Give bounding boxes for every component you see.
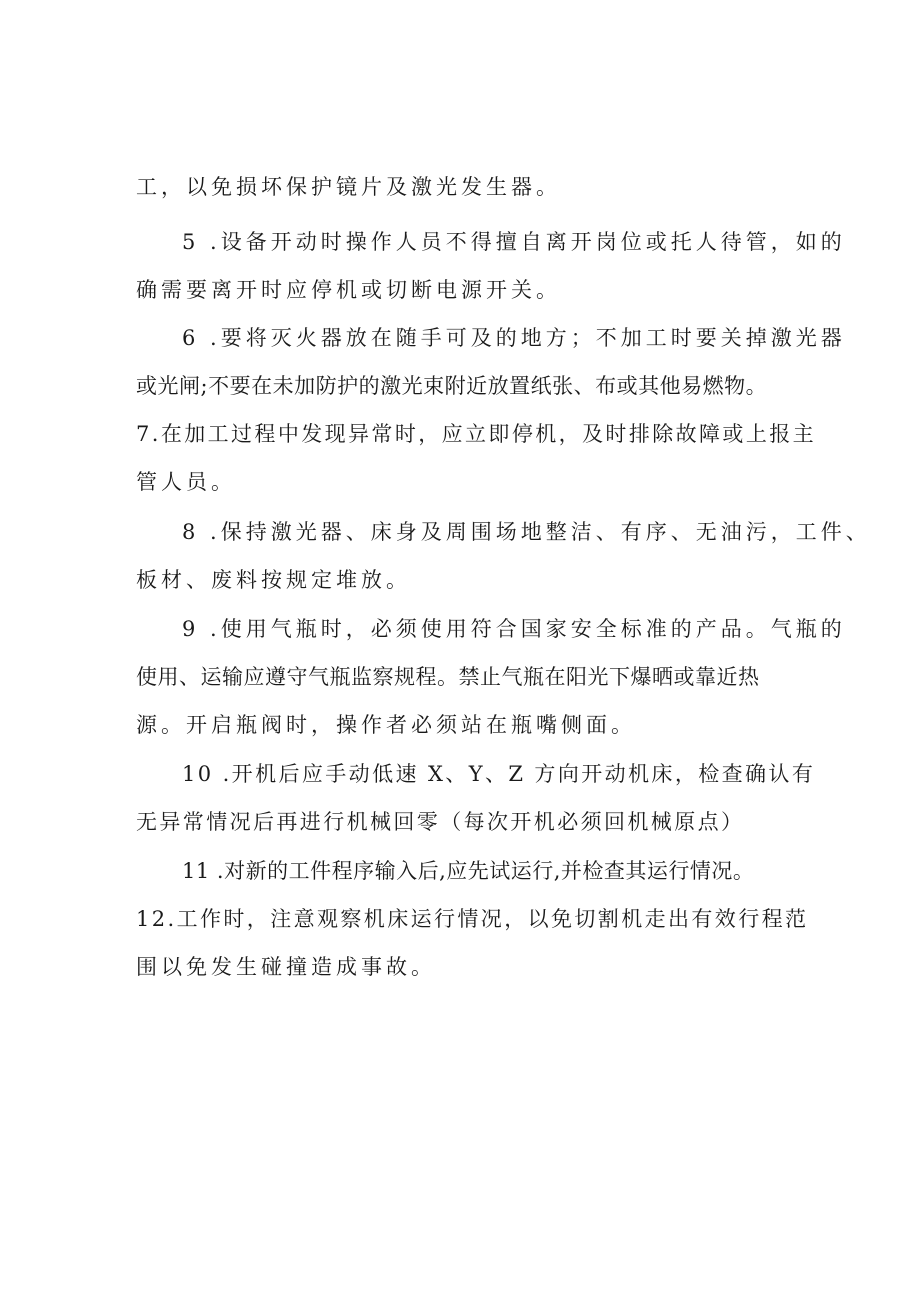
list-item-6: 6 .要将灭火器放在随手可及的地方；不加工时要关掉激光器 bbox=[182, 326, 846, 350]
text-line: 确需要离开时应停机或切断电源开关。 bbox=[136, 278, 561, 302]
text-line: 工，以免损坏保护镜片及激光发生器。 bbox=[136, 175, 561, 199]
list-item-8: 8 .保持激光器、床身及周围场地整洁、有序、无油污，工件、 bbox=[182, 520, 871, 544]
list-item-10: 10 .开机后应手动低速 X、Y、Z 方向开动机床，检查确认有 bbox=[182, 762, 816, 786]
list-item-7: 7.在加工过程中发现异常时，应立即停机，及时排除故障或上报主 bbox=[136, 422, 817, 446]
list-item-12: 12.工作时，注意观察机床运行情况，以免切割机走出有效行程范 bbox=[136, 907, 809, 931]
text-line: 围以免发生碰撞造成事故。 bbox=[136, 955, 436, 979]
list-item-11: 11 .对新的工件程序输入后,应先试运行,并检查其运行情况。 bbox=[182, 859, 755, 883]
text-line: 管人员。 bbox=[136, 470, 236, 494]
list-item-5: 5 .设备开动时操作人员不得擅自离开岗位或托人待管，如的 bbox=[182, 230, 846, 254]
text-line: 板材、废料按规定堆放。 bbox=[136, 568, 411, 592]
list-item-9: 9 .使用气瓶时，必须使用符合国家安全标准的产品。气瓶的 bbox=[182, 617, 846, 641]
text-line: 源。开启瓶阀时，操作者必须站在瓶嘴侧面。 bbox=[136, 713, 636, 737]
text-line: 使用、运输应遵守气瓶监察规程。禁止气瓶在阳光下爆晒或靠近热 bbox=[136, 665, 760, 689]
text-line: 或光闸;不要在未加防护的激光束附近放置纸张、布或其他易燃物。 bbox=[136, 374, 768, 398]
text-line: 无异常情况后再进行机械回零（每次开机必须回机械原点） bbox=[136, 810, 745, 834]
